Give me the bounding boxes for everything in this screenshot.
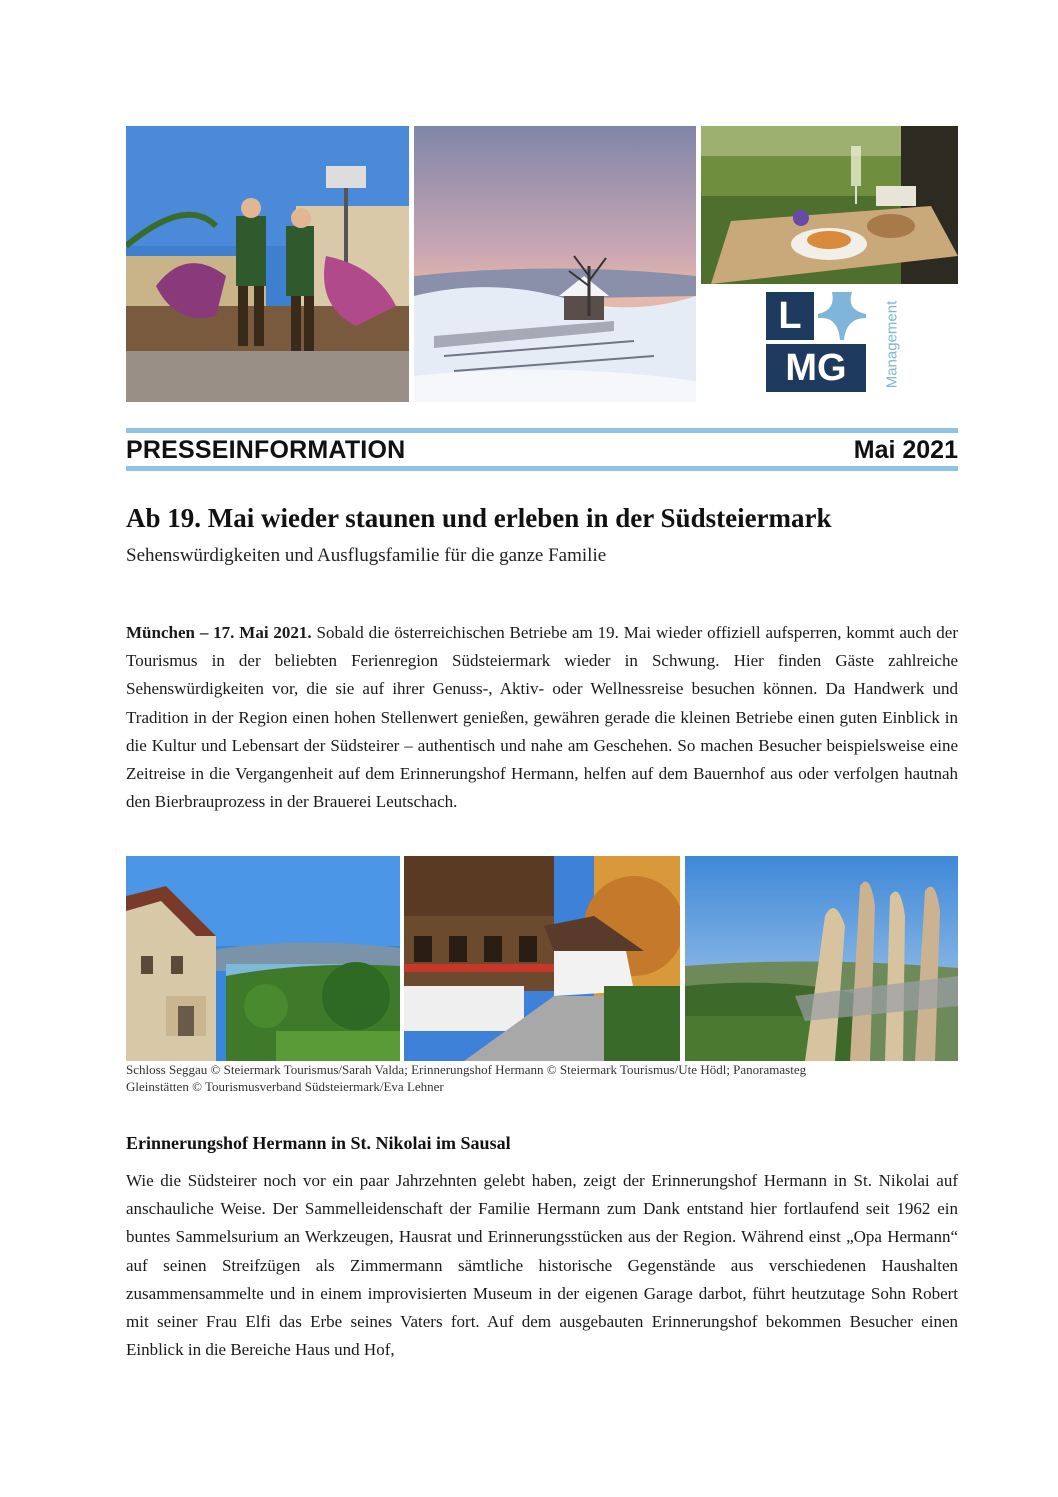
header-rule-bottom: [126, 466, 958, 471]
caption-line-1: Schloss Seggau © Steiermark Tourismus/Sarah Valda; Erinnerungshof Hermann © Steiermark Tourismus/Ute Hödl; Panoramasteg: [126, 1062, 807, 1077]
dateline: München – 17. Mai 2021.: [126, 623, 312, 642]
photo-caption: [126, 1061, 966, 1095]
folk-dance-photo: [126, 126, 409, 402]
schloss-seggau-photo: [126, 856, 400, 1061]
press-date: Mai 2021: [853, 436, 958, 464]
erinnerungshof-hermann-photo: [404, 856, 680, 1061]
intro-text: Sobald die österreichischen Betriebe am 19. Mai wieder offiziell aufsperren, kommt auch der Tourismus in der beliebten Ferienregion Südsteiermark wieder in Schwung. Hier finden Gäste zahlreiche Sehenswürdigkeiten vor, die sie auf ihrer Genuss-, Aktiv- oder Wellnessreise besuchen können. Da Handwerk und Tradition in der Region einen hohen Stellenwert genießen, gewähren gerade die kleinen Betriebe einen guten Einblick in die Kultur und Lebensart der Südsteirer – authentisch und nahe am Geschehen. So machen Besucher beispielsweise eine Zeitreise in die Vergangenheit auf dem Erinnerungshof Hermann, helfen auf dem Bauernhof aus oder verfolgen hautnah den Bierbrauprozess in der Brauerei Leutschach.: [126, 623, 958, 812]
logo-vertical-label: Management: [883, 300, 901, 388]
subheadline: Sehenswürdigkeiten und Ausflugsfamilie für die ganze Familie: [126, 545, 607, 566]
headline: Ab 19. Mai wieder staunen und erleben in der Südsteiermark: [126, 503, 832, 533]
section-paragraph: Wie die Südsteirer noch vor ein paar Jahrzehnten gelebt haben, zeigt der Erinnerungshof Hermann in St. Nikolai auf anschauliche Weise. Der Sammelleidenschaft der Familie Hermann zum Dank entstand hier fortlaufend seit 1962 ein buntes Sammelsurium an Werkzeugen, Hausrat und Erinnerungsstücken aus der Region. Während einst „Opa Hermann“ auf seinen Streifzügen als Zimmermann sämtliche historische Gegenstände aus verschiedenen Haushalten zusammensammelte und in einem improvisierten Museum in der eigenen Garage darbot, führt heutzutage Sohn Robert mit seiner Frau Elfi das Erbe seines Vaters fort. Auf dem ausgebauten Erinnerungshof bekommen Besucher einen Einblick in die Bereiche Haus und Hof,: [126, 1171, 958, 1360]
winter-vineyard-photo: [414, 126, 696, 402]
logo-letter-l: L: [766, 292, 814, 340]
caption-line-2: Gleinstätten © Tourismusverband Südsteiermark/Eva Lehner: [126, 1079, 444, 1094]
section-title: Erinnerungshof Hermann in St. Nikolai im Sausal: [126, 1133, 511, 1153]
header-rule-top: [126, 428, 958, 433]
intro-paragraph: [126, 619, 958, 816]
lmg-logo: [764, 292, 904, 396]
logo-letters-mg: MG: [766, 344, 866, 392]
panoramasteg-photo: [685, 856, 958, 1061]
press-label: PRESSEINFORMATION: [126, 436, 406, 464]
logo-management-text: [882, 292, 902, 396]
wine-terrace-photo: [701, 126, 958, 284]
logo-cross-icon: [818, 292, 866, 340]
